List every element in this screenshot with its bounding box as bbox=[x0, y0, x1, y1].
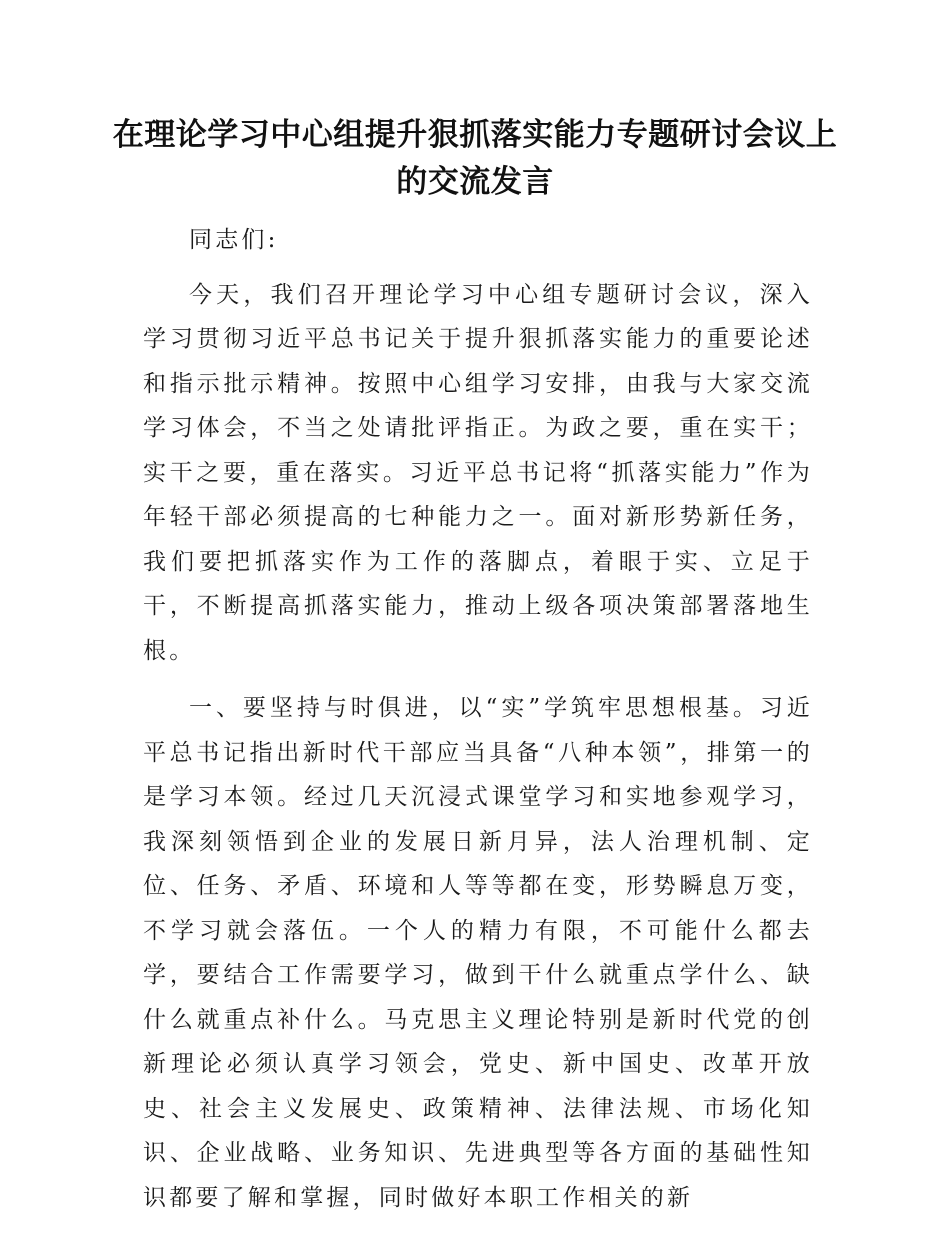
paragraph-intro: 今天，我们召开理论学习中心组专题研讨会议，深入学习贯彻习近平总书记关于提升狠抓落实能力的重要论述和指示批示精神。按照中心组学习安排，由我与大家交流学习体会，不当之处请批评指正。为政之要，重在实干；实干之要，重在落实。习近平总书记将“抓落实能力”作为年轻干部必须提高的七种能力之一。面对新形势新任务，我们要把抓落实作为工作的落脚点，着眼于实、立足于干，不断提高抓落实能力，推动上级各项决策部署落地生根。 bbox=[143, 281, 813, 664]
salutation: 同志们: bbox=[189, 227, 279, 253]
document-body bbox=[143, 218, 813, 1233]
document-title: 在理论学习中心组提升狠抓落实能力专题研讨会议上的交流发言 bbox=[112, 117, 838, 200]
paragraph-section-one: 一、要坚持与时俱进，以“实”学筑牢思想根基。习近平总书记指出新时代干部应当具备“八种本领”，排第一的是学习本领。经过几天沉浸式课堂学习和实地参观学习，我深刻领悟到企业的发展日新月异，法人治理机制、定位、任务、矛盾、环境和人等等都在变，形势瞬息万变，不学习就会落伍。一个人的精力有限，不可能什么都去学，要结合工作需要学习，做到干什么就重点学什么、缺什么就重点补什么。马克思主义理论特别是新时代党的创新理论必须认真学习领会，党史、新中国史、改革开放史、社会主义发展史、政策精神、法律法规、市场化知识、企业战略、业务知识、先进典型等各方面的基础性知识都要了解和掌握，同时做好本职工作相关的新 bbox=[143, 695, 813, 1211]
